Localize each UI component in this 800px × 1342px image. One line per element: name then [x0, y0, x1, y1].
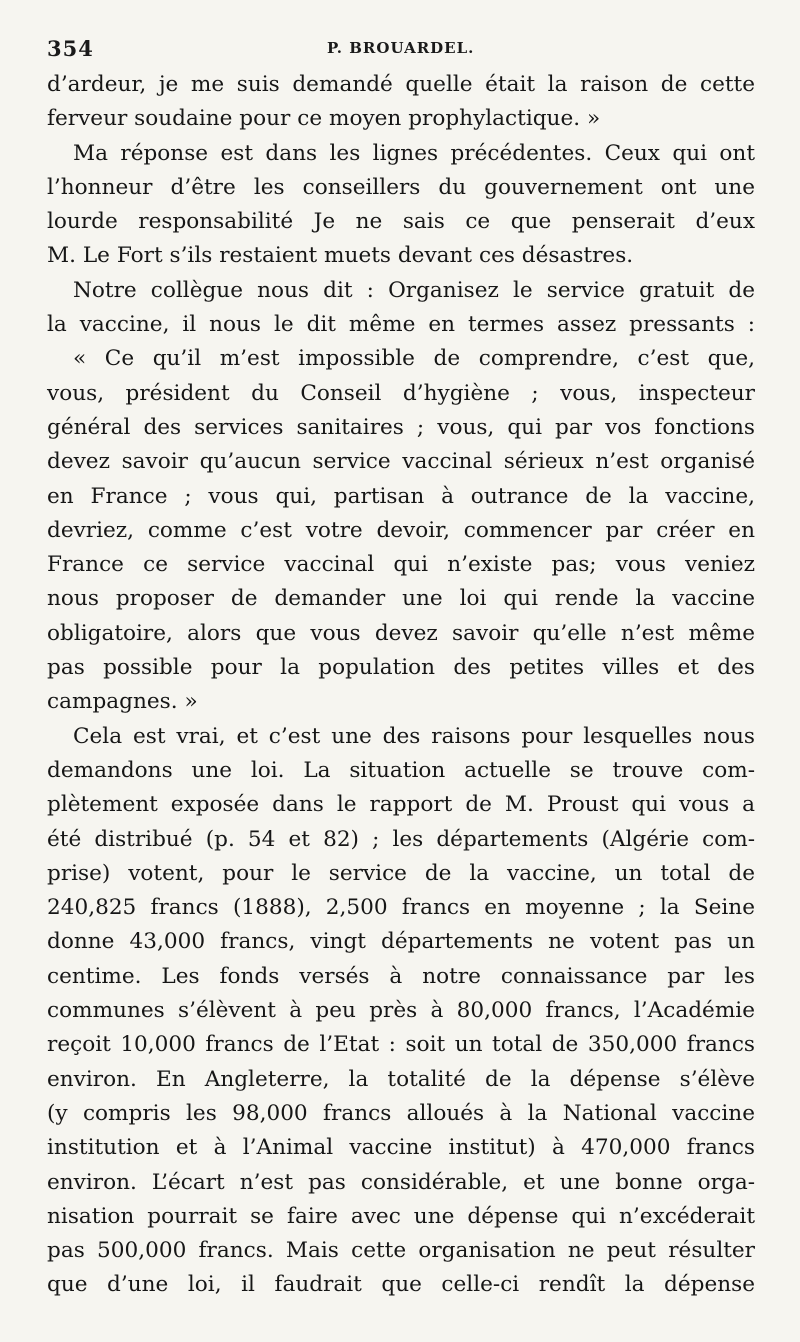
- text-line: lourde responsabilité Je ne sais ce que penserait d’eux: [47, 209, 755, 235]
- text-line: en France ; vous qui, partisan à outrance de la vaccine,: [47, 483, 755, 509]
- text-line: 240,825 francs (1888), 2,500 francs en moyenne ; la Seine: [47, 895, 755, 921]
- text-line: Ma réponse est dans les lignes précédentes. Ceux qui ont: [73, 140, 755, 166]
- body-text: [47, 68, 755, 1303]
- text-line: institution et à l’Animal vaccine institut) à 470,000 francs: [47, 1135, 755, 1161]
- text-line: vous, président du Conseil d’hygiène ; vous, inspecteur: [47, 380, 755, 406]
- text-line: général des services sanitaires ; vous, qui par vos fonctions: [47, 414, 755, 440]
- text-line: la vaccine, il nous le dit même en termes assez pressants :: [47, 312, 755, 338]
- text-line: devez savoir qu’aucun service vaccinal sérieux n’est organisé: [47, 449, 755, 475]
- text-line: nous proposer de demander une loi qui rende la vaccine: [47, 586, 755, 612]
- text-line: plètement exposée dans le rapport de M. Proust qui vous a: [47, 792, 755, 818]
- text-line: reçoit 10,000 francs de l’Etat : soit un total de 350,000 francs: [47, 1032, 755, 1058]
- text-line: obligatoire, alors que vous devez savoir qu’elle n’est même: [47, 620, 755, 646]
- text-line: prise) votent, pour le service de la vaccine, un total de: [47, 860, 755, 886]
- text-line: Cela est vrai, et c’est une des raisons pour lesquelles nous: [73, 723, 755, 749]
- text-line: donne 43,000 francs, vingt départements ne votent pas un: [47, 929, 755, 955]
- text-line: nisation pourrait se faire avec une dépense qui n’excéderait: [47, 1203, 755, 1229]
- text-line: pas 500,000 francs. Mais cette organisation ne peut résulter: [47, 1238, 755, 1264]
- running-head-author: P. BROUARDEL.: [327, 39, 475, 57]
- text-line: demandons une loi. La situation actuelle se trouve com-: [47, 757, 755, 783]
- text-line: Notre collègue nous dit : Organisez le service gratuit de: [73, 277, 755, 303]
- text-line: ferveur soudaine pour ce moyen prophylactique. »: [47, 106, 601, 132]
- text-line: communes s’élèvent à peu près à 80,000 francs, l’Académie: [47, 998, 755, 1024]
- running-head: [47, 36, 753, 62]
- text-line: environ. L’écart n’est pas considérable, et une bonne orga-: [47, 1169, 755, 1195]
- text-line: France ce service vaccinal qui n’existe pas; vous veniez: [47, 552, 755, 578]
- text-line: d’ardeur, je me suis demandé quelle était la raison de cette: [47, 72, 755, 97]
- text-line: « Ce qu’il m’est impossible de comprendre, c’est que,: [73, 346, 755, 372]
- text-line: pas possible pour la population des petites villes et des: [47, 655, 755, 681]
- text-line: devriez, comme c’est votre devoir, commencer par créer en: [47, 517, 755, 543]
- text-line: été distribué (p. 54 et 82) ; les départements (Algérie com-: [47, 826, 755, 852]
- page-number: 354: [47, 36, 94, 61]
- text-line: environ. En Angleterre, la totalité de la dépense s’élève: [47, 1066, 755, 1092]
- text-line: centime. Les fonds versés à notre connaissance par les: [47, 963, 755, 989]
- text-line: l’honneur d’être les conseillers du gouvernement ont une: [47, 174, 755, 200]
- text-line: campagnes. »: [47, 689, 198, 715]
- text-line: M. Le Fort s’ils restaient muets devant ces désastres.: [47, 243, 634, 269]
- text-line: (y compris les 98,000 francs alloués à la National vaccine: [47, 1100, 755, 1126]
- text-line: que d’une loi, il faudrait que celle-ci rendît la dépense: [47, 1272, 755, 1298]
